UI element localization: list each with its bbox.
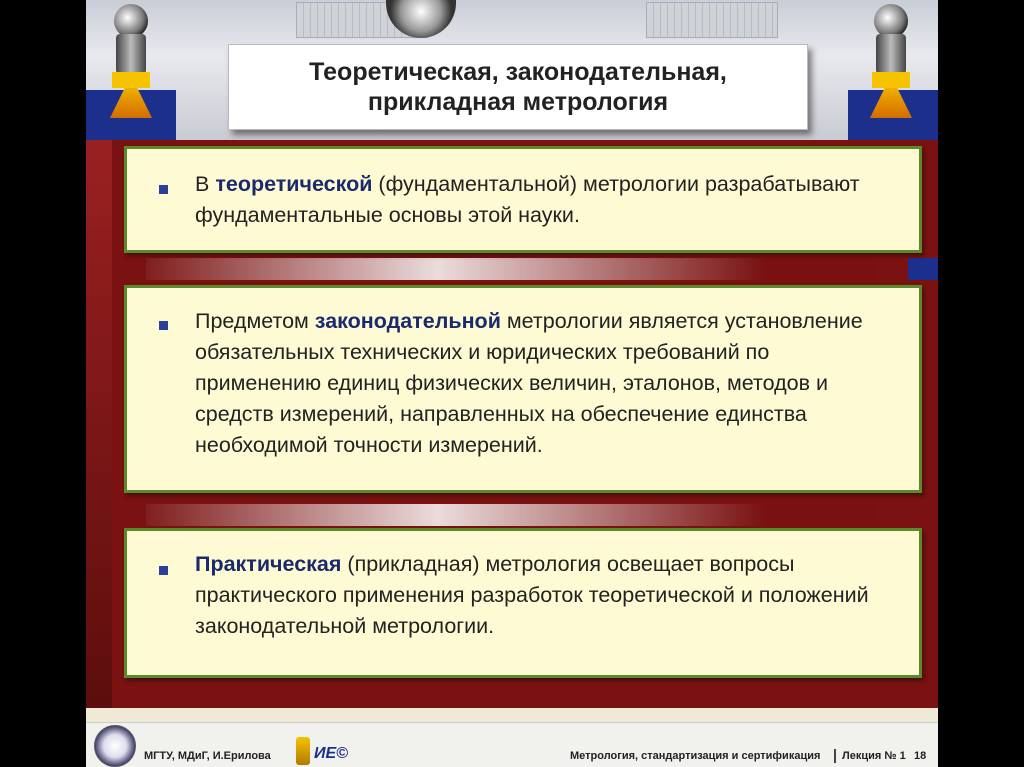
footer-logo-text: ИЕ© [314,745,348,762]
theodolite-icon-left [100,4,162,120]
term-bold: теоретической [215,172,373,196]
light-band [146,258,876,280]
footer-author: МГТУ, МДиГ, И.Ерилова [144,750,271,762]
slide-title-line2: прикладная метрология [367,88,669,116]
theodolite-icon-right [860,4,922,120]
bullet-icon [159,185,168,194]
term-bold: законодательной [314,309,501,333]
footer-lecture: Лекция № 1 [842,750,906,762]
slide-footer [86,722,938,767]
card-text: В теоретической (фундаментальной) метрологии разрабатывают фундаментальные основы этой науки. [195,172,860,227]
theodolite-small-icon [296,737,310,765]
slide-title-box [228,44,808,130]
slide [86,0,938,767]
bullet-icon [159,566,168,575]
card-theoretical [124,146,922,253]
university-logo [94,725,136,767]
slide-title [309,57,727,117]
footer-course: Метрология, стандартизация и сертификация [570,750,821,762]
term-bold: Практическая [195,552,342,576]
left-shade-strip [86,140,112,708]
slide-title-line1: Теоретическая, законодательная, [309,58,727,86]
oscilloscope-graphic [646,2,778,38]
side-blue-block [908,258,938,280]
footer-separator [834,749,836,763]
bullet-icon [159,321,168,330]
light-band [146,504,876,526]
card-text: Практическая (прикладная) метрология освещает вопросы практического применения разработок теоретической и положений законодательной метрологии. [195,552,869,638]
card-practical [124,528,922,678]
card-legislative [124,285,922,493]
card-text: Предметом законодательной метрологии является установление обязательных технических и юридических требований по применению единиц физических величин, эталонов, методов и средств измерений, направленных на обеспечение единства необходимой точности измерений. [195,309,863,457]
footer-page-number: 18 [914,750,927,762]
